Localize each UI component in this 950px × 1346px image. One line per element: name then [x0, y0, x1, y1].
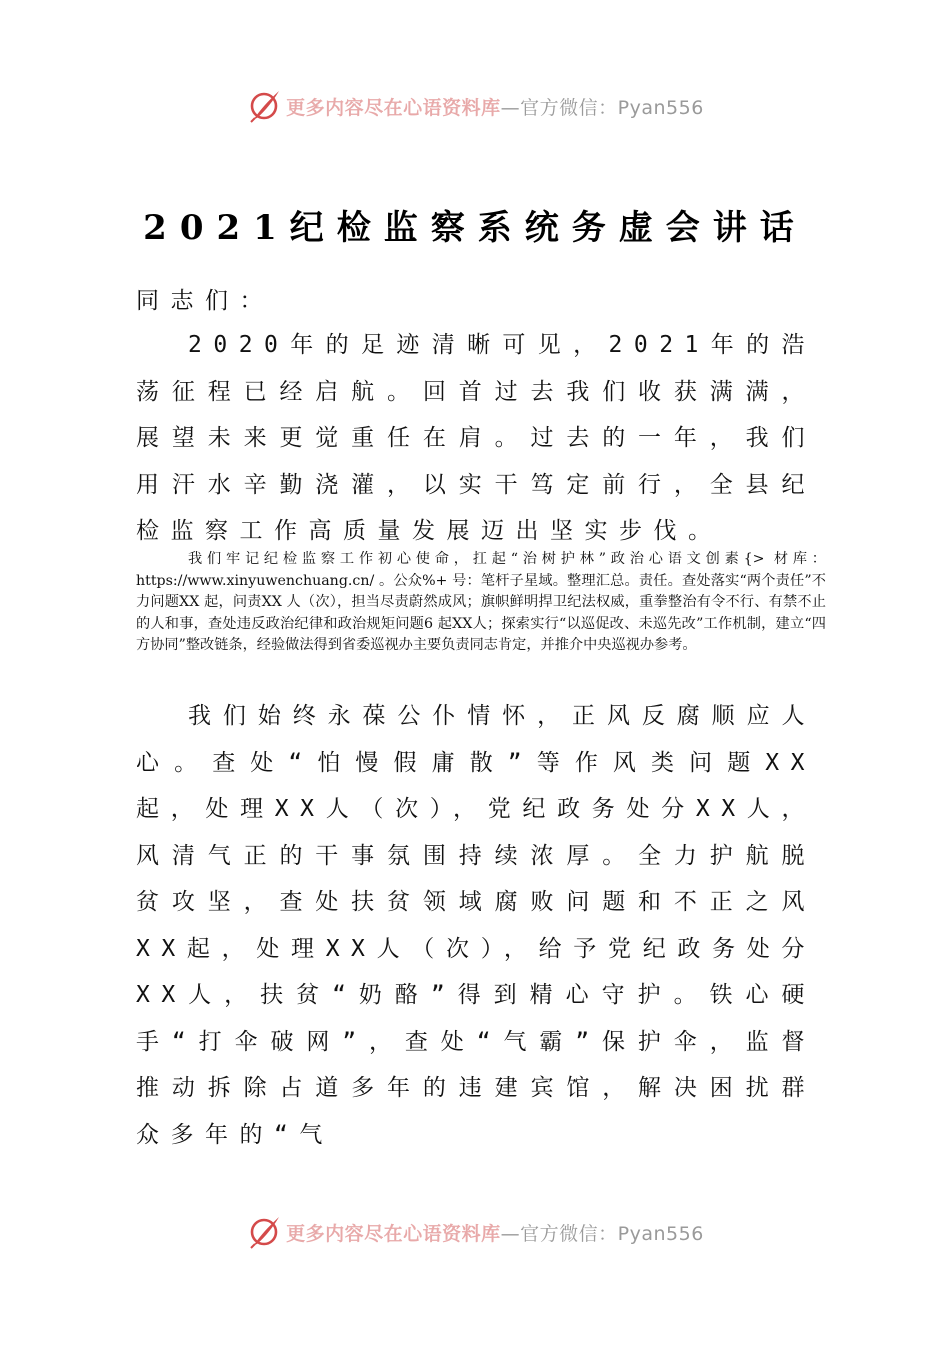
paragraph-small-print: 我们牢记纪检监察工作初心使命，扛起“治树护林”政治心语文创素{> 材库：https://www.xinyuwenchuang.cn/ 。公众%+ 号：笔杆子星域。整理汇总。责任。查处落实“两个责任”不力问题XX 起，问责XX 人（次），担当尽责蔚然成风；旗帜鲜明捍卫纪法权威，重拳整治有令不行、有禁不止的人和事，查处违反政治纪律和政治规矩问题6 起XX人；探索实行“以巡促改、未巡先改”工作机制，建立“四方协同”整改链条，经验做法得到省委巡视办主要负责同志肯定，并推介中央巡视办参考。	[136, 551, 826, 654]
watermark-text-brand: 更多内容尽在心语资料库	[286, 96, 501, 119]
page-title: 2021纪检监察系统务虚会讲话	[143, 208, 807, 248]
watermark-text-brand: 更多内容尽在心语资料库	[286, 1222, 501, 1245]
greeting: 同志们：	[136, 288, 274, 314]
watermark-footer	[0, 1210, 950, 1254]
quill-pen-logo-icon	[246, 1214, 282, 1250]
watermark-text	[286, 1219, 704, 1246]
quill-pen-logo-icon	[246, 88, 282, 124]
watermark-text-contact: —官方微信：Pyan556	[500, 1222, 704, 1245]
watermark-text	[286, 93, 704, 120]
watermark-header	[0, 84, 950, 128]
paragraph-intro: 2020年的足迹清晰可见，2021年的浩荡征程已经启航。回首过去我们收获满满，展望未来更觉重任在肩。过去的一年，我们用汗水辛勤浇灌，以实干笃定前行，全县纪检监察工作高质量发展迈出坚实步伐。	[136, 332, 816, 544]
watermark-text-contact: —官方微信：Pyan556	[500, 96, 704, 119]
paragraph-style-rectification: 我们始终永葆公仆情怀，正风反腐顺应人心。查处“怕慢假庸散”等作风类问题XX起，处理XX人（次），党纪政务处分XX人，风清气正的干事氛围持续浓厚。全力护航脱贫攻坚，查处扶贫领域腐败问题和不正之风XX起，处理XX人（次），给予党纪政务处分XX人，扶贫“奶酪”得到精心守护。铁心硬手“打伞破网”，查处“气霸”保护伞，监督推动拆除占道多年的违建宾馆，解决困扰群众多年的“气	[136, 703, 816, 1148]
